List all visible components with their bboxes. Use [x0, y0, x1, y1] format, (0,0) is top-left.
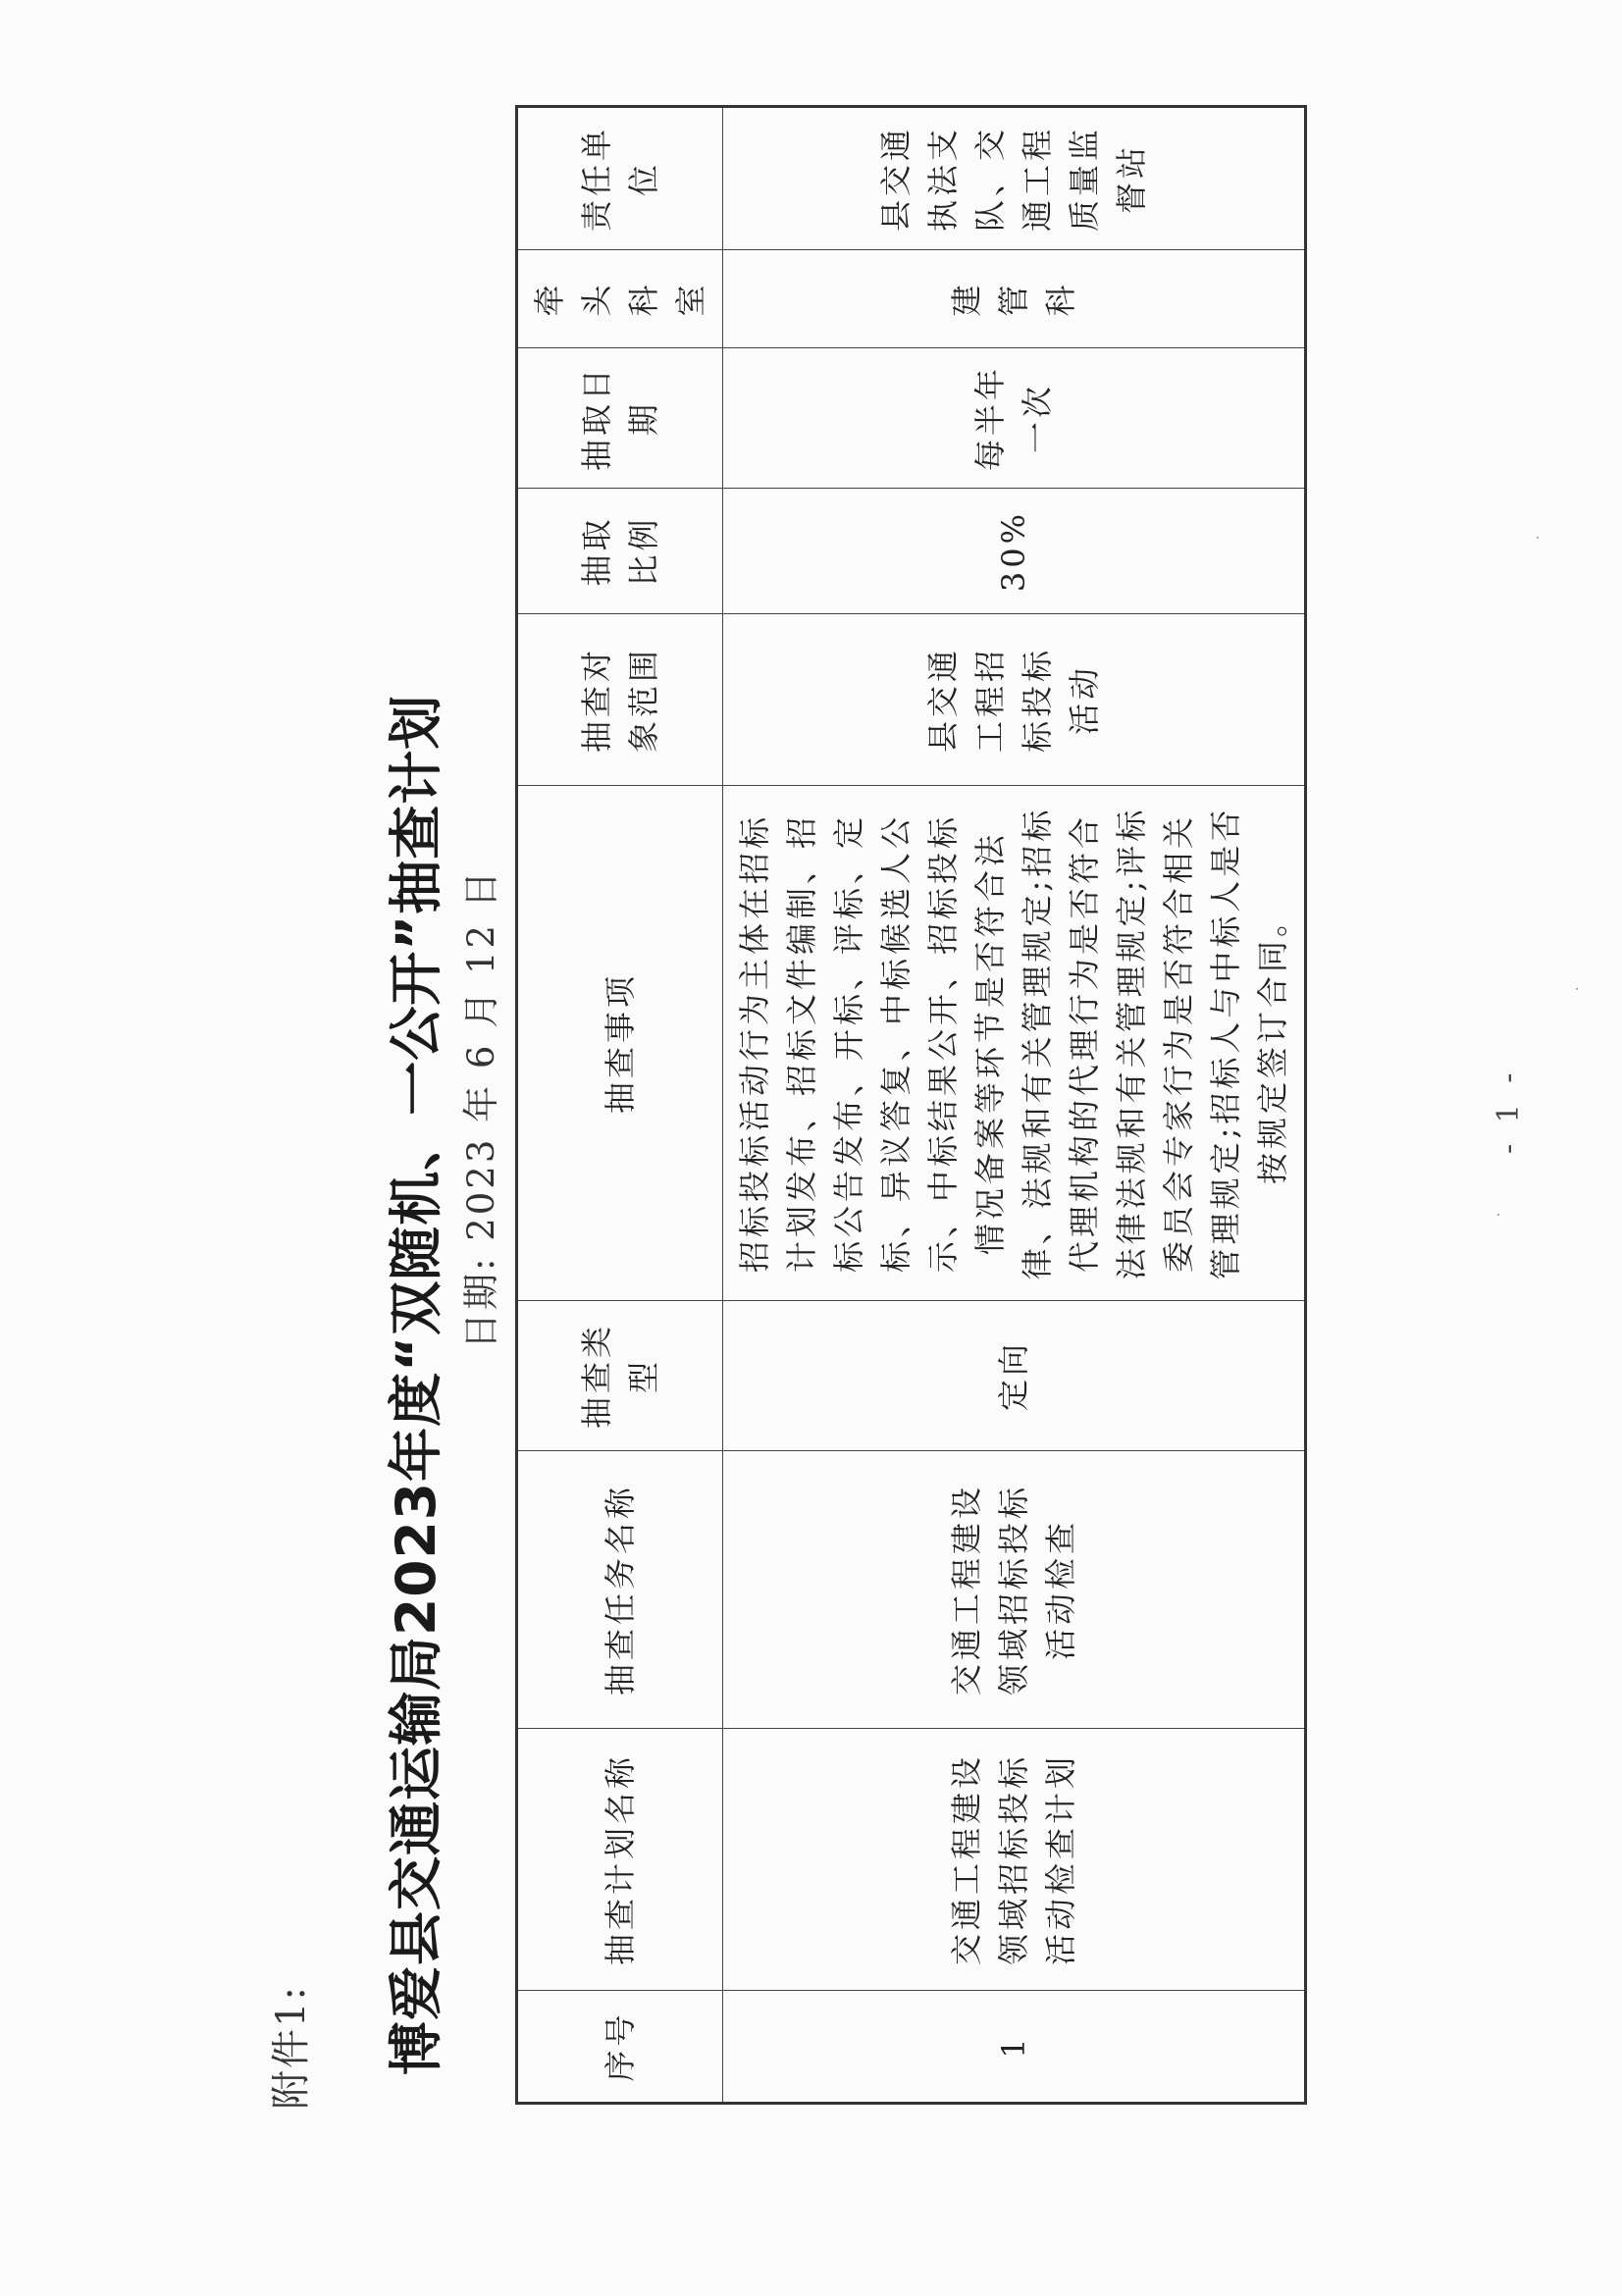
header-plan-name: 抽查计划名称	[517, 1729, 723, 1991]
cell-check-type: 定向	[723, 1301, 1306, 1451]
header-seq: 序号	[517, 1991, 723, 2104]
cell-date: 每半年一次	[723, 348, 1306, 489]
table-row	[723, 107, 1306, 2104]
cell-scope: 县交通工程招标投标活动	[723, 614, 1306, 786]
document-title: 博爱县交通运输局2023年度“双随机、一公开”抽查计划	[385, 694, 447, 2075]
cell-lead-dept: 建管科	[723, 250, 1306, 348]
header-row	[517, 107, 723, 2104]
scan-speck: ·	[1570, 986, 1586, 991]
header-responsible: 责任单位	[517, 107, 723, 250]
header-check-items: 抽查事项	[517, 786, 723, 1301]
header-date: 抽取日期	[517, 348, 723, 489]
cell-responsible: 县交通执法支队、交通工程质量监督站	[723, 107, 1306, 250]
header-lead-dept: 牵头科室	[517, 250, 723, 348]
cell-check-items: 招标投标活动行为主体在招标计划发布、招标文件编制、招标公告发布、开标、评标、定标、异议答复、中标候选人公示、中标结果公开、招标投标情况备案等环节是否符合法律、法规和有关管理规定;招标代理机构的代理行为是否符合法律法规和有关管理规定;评标委员会专家行为是否符合相关管理规定;招标人与中标人是否按规定签订合同。	[723, 786, 1306, 1301]
header-scope: 抽查对象范围	[517, 614, 723, 786]
header-ratio: 抽取比例	[517, 489, 723, 614]
cell-ratio: 30%	[723, 489, 1306, 614]
cell-plan-name: 交通工程建设领域招标投标活动检查计划	[723, 1729, 1306, 1991]
scan-speck: ·	[1531, 535, 1546, 540]
inspection-plan-table	[515, 105, 1307, 2105]
cell-seq: 1	[723, 1991, 1306, 2104]
header-check-type: 抽查类型	[517, 1301, 723, 1451]
header-task-name: 抽查任务名称	[517, 1451, 723, 1729]
attachment-label: 附件1:	[269, 1985, 314, 2110]
scan-speck: ·	[1491, 1212, 1507, 1217]
date-line: 日期: 2023 年 6 月 12 日	[460, 868, 502, 1349]
cell-task-name: 交通工程建设领域招标投标活动检查	[723, 1451, 1306, 1729]
page-number: - 1 -	[1491, 1067, 1526, 1154]
